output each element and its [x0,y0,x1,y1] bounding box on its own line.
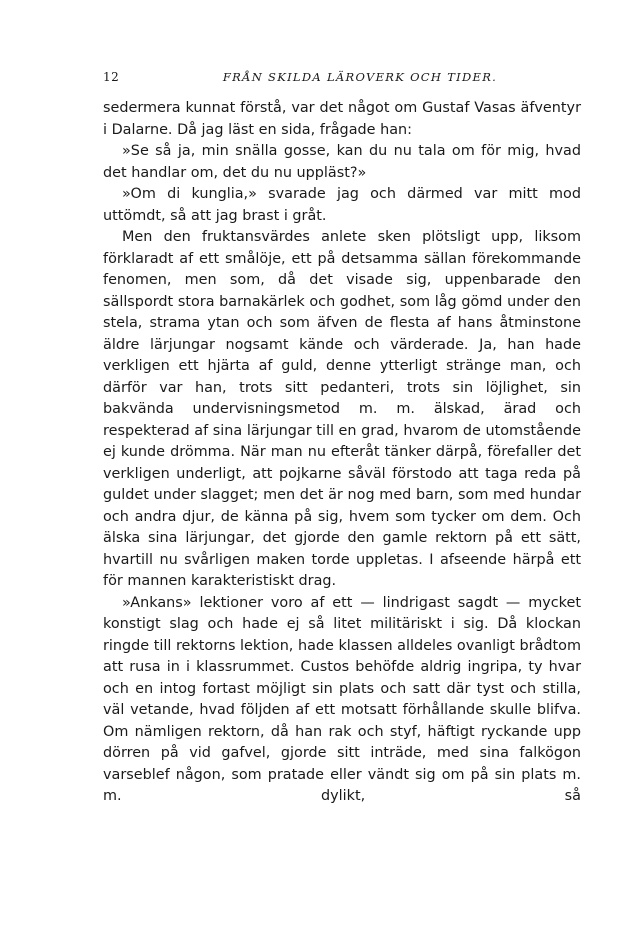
running-head: FRÅN SKILDA LÄROVERK OCH TIDER. [222,70,498,84]
page-number: 12 [103,70,120,84]
paragraph-rector-description: Men den fruktansvärdes anlete sken plötsligt upp, liksom förklaradt af ett smålöje, ett på detsamma sällan förekommande fenomen, men som, då det visade sig, uppenbarade den sällspordt stora barnakärlek och godhet, som låg gömd under den stela, strama ytan och som äfven de flesta af hans åtminstone äldre lärjungar nogsamt kände och värderade. Ja, han hade verkligen ett hjärta af guld, denne ytterligt stränge man, och därför var han, trots sitt pedanteri, trots sin löjlighet, sin bakvända undervisningsmetod m. m. älskad, ärad och respekterad af sina lärjungar till en grad, hvarom de utomstående ej kunde drömma. När man nu efteråt tänker därpå, förefaller det verkligen underligt, att pojkarne såväl förstodo att taga reda på guldet under slagget; men det är nog med barn, som med hundar och andra djur, de känna på sig, hvem som tycker om dem. Och älska sina lärjungar, det gjorde den gamle rektorn på ett sätt, hvartill nu svårligen maken torde uppletas. I afseende härpå ett för mannen karakteristiskt drag. [103,229,581,589]
paragraph-continuation: sedermera kunnat förstå, var det något om Gustaf Vasas äfventyr i Dalarne. Då jag läst en sida, frågade han: [103,100,581,138]
paragraph-lessons: »Ankans» lektioner voro af ett — lindrigast sagdt — mycket konstigt slag och hade ej så litet militäriskt i sig. Då klockan ringde till rektorns lektion, hade klassen alldeles ovanligt brådtom att rusa in i klassrummet. Custos behöfde aldrig ingripa, ty hvar och en intog fortast möjligt sin plats och satt där tyst och stilla, väl vetande, hvad följden af ett motsatt förhållande skulle blifva. Om nämligen rektorn, då han rak och styf, häftigt ryckande upp dörren på vid gafvel, gjorde sitt inträde, med sina falkögon varseblef någon, som pratade eller vändt sig om på sin plats m. m. dylikt, så [103,594,581,804]
paragraph-dialogue-answer: »Om di kunglia,» svarade jag och därmed var mitt mod uttömdt, så att jag brast i gråt. [103,186,581,224]
paragraph-dialogue-question: »Se så ja, min snälla gosse, kan du nu tala om för mig, hvad det handlar om, det du nu uppläst?» [103,143,581,181]
body-text [103,98,581,808]
page-header [103,70,581,86]
